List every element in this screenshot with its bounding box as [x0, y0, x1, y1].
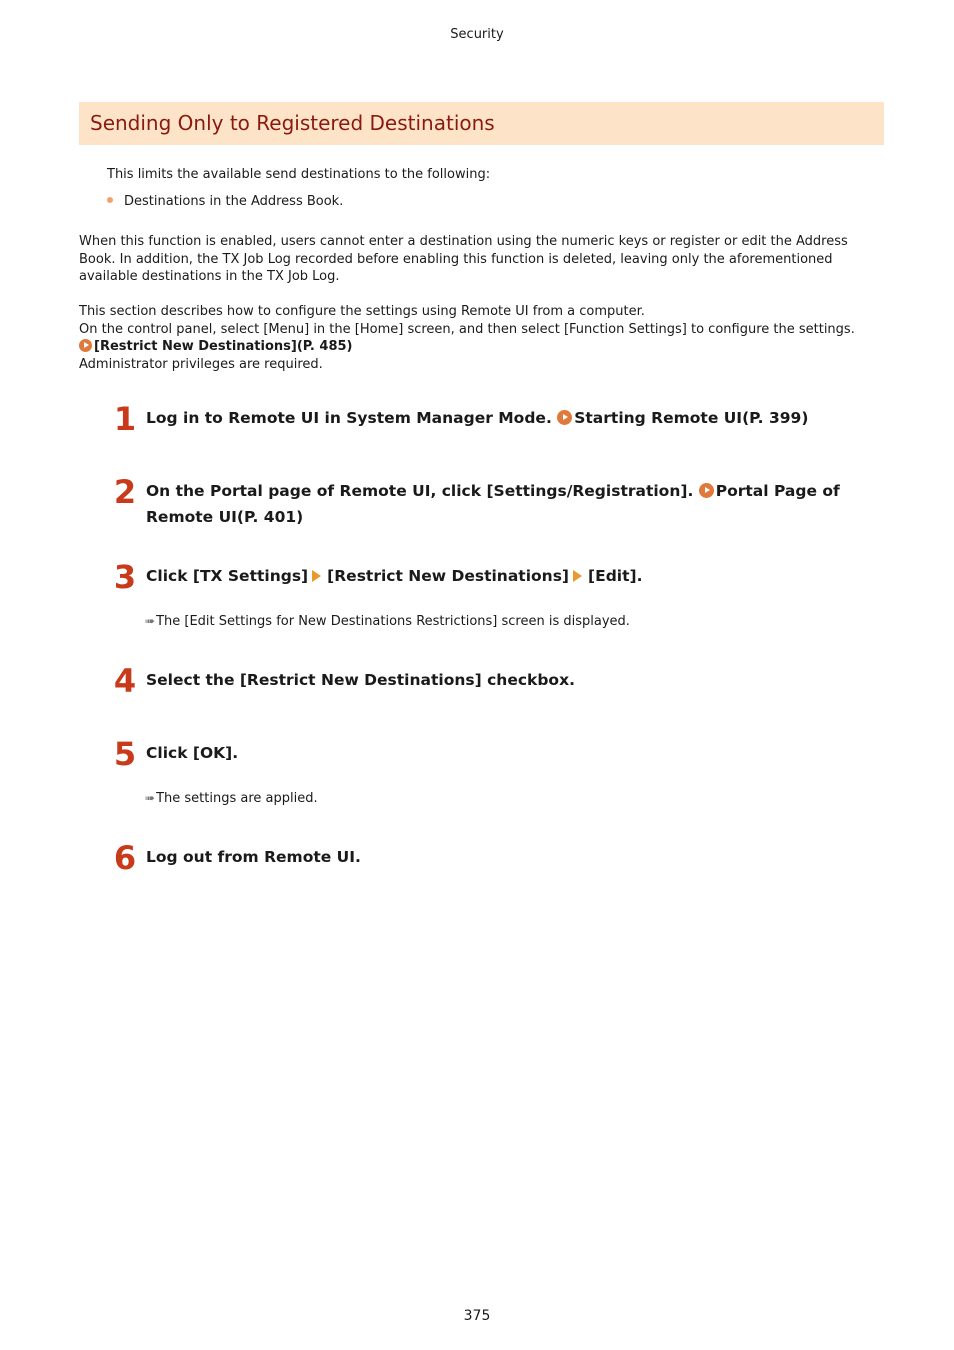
starting-remote-ui-link[interactable]: Starting Remote UI(P. 399)	[574, 409, 809, 427]
page-title: Sending Only to Registered Destinations	[90, 111, 495, 135]
bullet-item	[107, 194, 343, 209]
step-3-part-tx-settings: Click [TX Settings]	[146, 567, 309, 585]
step-number-4: 4	[113, 662, 137, 700]
step-number-1: 1	[113, 400, 137, 438]
step-3-result-text: The [Edit Settings for New Destinations Restrictions] screen is displayed.	[156, 614, 630, 629]
description-paragraph	[79, 233, 884, 286]
step-1-label: Log in to Remote UI in System Manager Mode.	[146, 409, 558, 427]
step-2-label: On the Portal page of Remote UI, click [Settings/Registration].	[146, 482, 699, 500]
step-6-text: Log out from Remote UI.	[146, 848, 361, 866]
step-5-result	[145, 791, 318, 806]
step-4-text: Select the [Restrict New Destinations] checkbox.	[146, 671, 575, 689]
step-5-result-text: The settings are applied.	[156, 791, 318, 806]
result-arrow-icon: ➠	[145, 791, 155, 805]
restrict-new-destinations-link[interactable]	[79, 338, 884, 356]
config-line-control-panel: On the control panel, select [Menu] in the [Home] screen, and then select [Function Settings] to configure the settings.	[79, 321, 855, 337]
intro-text: This limits the available send destinations to the following:	[107, 167, 491, 182]
restrict-new-destinations-link-text[interactable]: [Restrict New Destinations](P. 485)	[94, 339, 353, 354]
bullet-item-text: Destinations in the Address Book.	[124, 194, 344, 209]
step-3-result	[145, 614, 630, 629]
link-arrow-icon	[557, 410, 572, 425]
config-line-admin: Administrator privileges are required.	[79, 356, 323, 372]
description-text: When this function is enabled, users cannot enter a destination using the numeric keys or register or edit the Address Book. In addition, the TX Job Log recorded before enabling this function is deleted, leaving only the aforementioned available destinations in the TX Job Log.	[79, 234, 848, 284]
link-arrow-icon	[79, 339, 92, 352]
menu-arrow-icon	[312, 570, 321, 582]
step-3-part-restrict: [Restrict New Destinations]	[327, 567, 570, 585]
step-2-text	[146, 478, 846, 530]
section-title-bar	[79, 102, 884, 145]
step-number-2: 2	[113, 473, 137, 511]
bullet-dot-icon	[107, 197, 113, 203]
step-number-6: 6	[113, 839, 137, 877]
step-number-3: 3	[113, 558, 137, 596]
configuration-paragraph	[79, 303, 884, 373]
link-arrow-icon	[699, 483, 714, 498]
config-line-remote-ui: This section describes how to configure the settings using Remote UI from a computer.	[79, 304, 645, 319]
menu-arrow-icon	[573, 570, 582, 582]
step-3-part-edit: [Edit].	[588, 567, 643, 585]
step-3-text	[146, 563, 846, 589]
step-1-text	[146, 405, 846, 431]
page-number: 375	[463, 1308, 491, 1324]
running-header: Security	[450, 27, 504, 42]
step-5-text: Click [OK].	[146, 744, 239, 762]
portal-page-link[interactable]: Portal Page of Remote UI(P. 401)	[146, 482, 840, 526]
result-arrow-icon: ➠	[145, 614, 155, 628]
step-number-5: 5	[113, 735, 137, 773]
